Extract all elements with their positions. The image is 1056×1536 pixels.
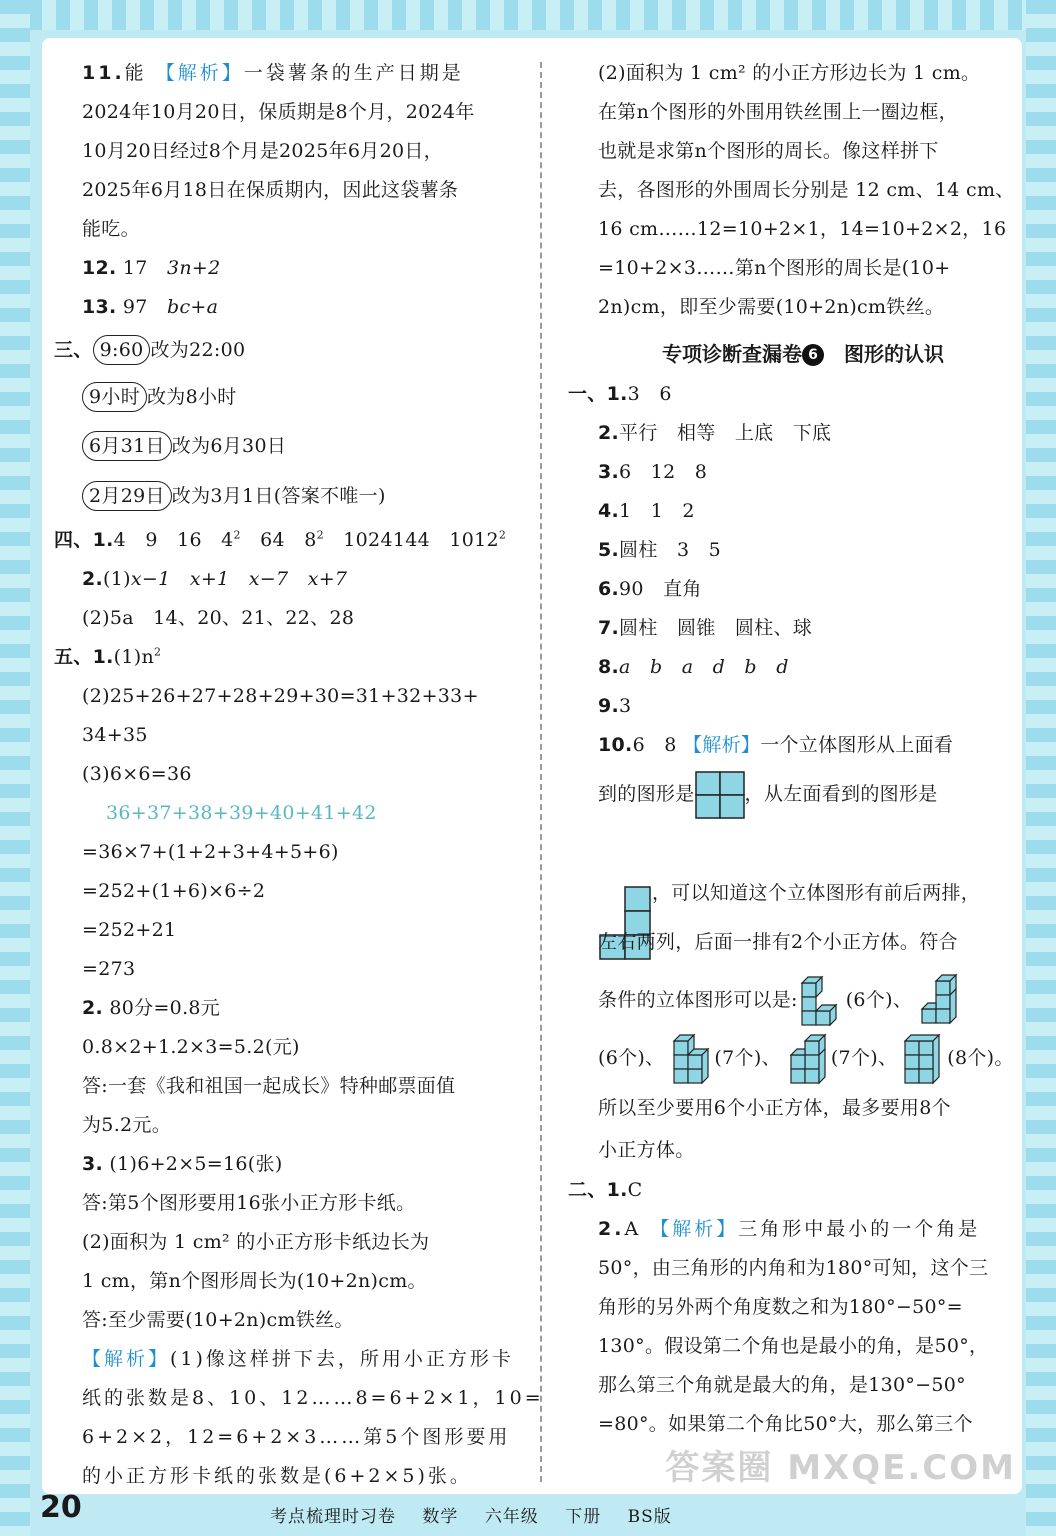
r-sec2-q2-line-3: 角形的另外两个角度数之和为180°−50°= [598, 1296, 963, 1318]
r-sec2-label: 二、 [568, 1179, 607, 1201]
sec5-q3-line-3: (2)面积为 1 cm² 的小正方形卡纸边长为 [82, 1231, 430, 1253]
q10-line-3 [598, 823, 1008, 913]
r-sec1-text-2: 平行 相等 上底 下底 [619, 422, 832, 444]
sec4-q1-v6: 8 [304, 529, 317, 551]
sec4-q1-v2: 9 [145, 529, 158, 551]
footer-edition: BS版 [627, 1507, 672, 1527]
r-sec1-item-4 [598, 492, 1008, 531]
q11-line-3: 10月20日经过8个月是2025年6月20日， [82, 140, 443, 162]
sec4-q1-v4: 4 [221, 529, 234, 551]
q10-text-6b: (7个)、 [714, 1047, 781, 1069]
sec5-q1-number: 1. [92, 646, 114, 668]
q13-answer-a: 97 [122, 296, 148, 318]
r-sec2-analysis-tag: 【解析】 [650, 1218, 739, 1240]
q10-line-4: 左右两列，后面一排有2个小正方体。符合 [598, 931, 958, 953]
q10-text-5b: (6个)、 [845, 989, 913, 1011]
cont-line-2: 在第n个图形的外围用铁丝围上一圈边框， [598, 101, 958, 123]
sec5-q3-line-2: 答:第5个图形要用16张小正方形卡纸。 [82, 1192, 416, 1214]
sec3-wrong-3: 6月31日 [82, 431, 172, 461]
r-sec2-q2-line-6: =80°。如果第二个角比50°大，那么第三个 [598, 1413, 973, 1435]
sec5-q1a-text: (1)n [113, 646, 155, 668]
sec5-q2-line-3: 答:一套《我和祖国一起成长》特种邮票面值 [82, 1075, 456, 1097]
q12-number: 12. [82, 257, 117, 279]
sec4-q2b [82, 599, 522, 638]
r-sec1-text-9: 3 [619, 695, 632, 717]
q10-line-8: 小正方体。 [598, 1139, 695, 1161]
analysis-line-1 [82, 1340, 522, 1379]
sec5-q1a-sup: 2 [154, 645, 162, 659]
footer-info [270, 1502, 692, 1527]
q10-line-5 [598, 971, 1008, 1029]
page-border-left [0, 0, 30, 1536]
footer-book: 考点梳理时习卷 [270, 1507, 396, 1527]
footer-grade: 六年级 [484, 1507, 539, 1527]
q11-line-5: 能吃。 [82, 218, 140, 240]
q13-answer-b: bc+a [167, 296, 219, 318]
sec4-q1-v7: 1024144 [343, 529, 430, 551]
solid-figure-1 [798, 973, 846, 1029]
q10-text-6a: (6个)、 [598, 1047, 665, 1069]
q10-text-2b: ，从左面看到的图形是 [744, 783, 938, 805]
sec5-q3-line-1 [82, 1145, 522, 1184]
q13-line [82, 288, 522, 327]
q10-line-2 [598, 765, 1008, 823]
q10-answer: 6 8 [632, 734, 677, 756]
sec4-q1-sup3: 2 [498, 528, 507, 542]
q10-text-2a: 到的图形是 [598, 783, 695, 805]
sec4-q1-v3: 16 [177, 529, 202, 551]
footer-volume: 下册 [565, 1507, 602, 1527]
sec4-q2a [82, 560, 522, 599]
sec3-item-1 [54, 327, 522, 373]
r-sec2-q2-answer: A [624, 1218, 642, 1240]
r-sec1-label: 一、 [568, 383, 607, 405]
r-sec1-item-8 [598, 648, 1008, 687]
r-sec1-item-2 [598, 414, 1008, 453]
sec5-analysis-tag: 【解析】 [82, 1348, 171, 1370]
column-divider [540, 62, 542, 1482]
q11-answer: 能 [124, 62, 147, 84]
footer-subject: 数学 [422, 1507, 459, 1527]
page-border-top [0, 0, 1056, 30]
r-sec1-item-6 [598, 570, 1008, 609]
page-border-right [1026, 0, 1056, 1536]
r-sec2-q2-line-5: 那么第三个角就是最大的角，是130°−50° [598, 1374, 966, 1396]
sec3-wrong-1: 9:60 [93, 335, 151, 365]
solid-figure-5 [897, 1031, 947, 1087]
sec5-q3-text-1: (1)6+2×5=16(张) [109, 1153, 283, 1175]
q11-text-1: 一袋薯条的生产日期是 [243, 62, 464, 84]
q10-text-3: ，可以知道这个立体图形有前后两排， [652, 882, 981, 904]
q10-text-1: 一个立体图形从上面看 [760, 734, 954, 756]
sec5-q1c: (3)6×6=36 [82, 763, 192, 785]
r-sec2-q1-number: 1. [606, 1179, 628, 1201]
r-sec1-num-1: 1. [606, 383, 628, 405]
sec4-q1-v8: 1012 [449, 529, 499, 551]
analysis-line-3: 6+2×2，12=6+2×3……第5个图形要用 [82, 1426, 511, 1448]
sec4-q1-sup1: 2 [233, 528, 241, 542]
sec4-q1-sup2: 2 [316, 528, 324, 542]
sec4-q2a-label: (1) [103, 568, 131, 590]
r-sec2-q2-line-2: 50°，由三角形的内角和为180°可知，这个三 [598, 1257, 989, 1279]
q10-text-5a: 条件的立体图形可以是: [598, 989, 798, 1011]
cont-line-3: 也就是求第n个图形的周长。像这样拼下 [598, 140, 939, 162]
sec4-q2a-v4: x+7 [307, 568, 348, 590]
cont-line-5: 16 cm……12=10+2×1，14=10+2×2，16 [598, 218, 1007, 240]
right-column [568, 54, 1015, 1444]
r-sec2-q1-answer: C [627, 1179, 643, 1201]
sec4-q1-v1: 4 [113, 529, 127, 551]
left-column [54, 54, 544, 1496]
sec4-q2-number: 2. [82, 568, 104, 590]
sec5-label: 五、 [54, 646, 93, 668]
sec3-fix-3: 改为6月30日 [171, 435, 287, 457]
sec3-label: 三、 [54, 339, 93, 361]
sec5-q1b-1: (2)25+26+27+28+29+30=31+32+33+ [82, 685, 479, 707]
solid-figure-3 [664, 1031, 714, 1087]
r-sec1-num-2: 2. [598, 422, 620, 444]
r-sec1-item-1 [568, 375, 1008, 414]
sec5-q2-number: 2. [82, 997, 104, 1019]
sec5-q3-line-4: 1 cm，第n个图形周长为(10+2n)cm。 [82, 1270, 427, 1292]
sec3-item-3 [54, 421, 522, 471]
r-sec1-num-7: 7. [598, 617, 620, 639]
q12-line [82, 249, 522, 288]
q10-analysis-tag: 【解析】 [682, 734, 761, 756]
r-sec1-num-9: 9. [598, 695, 620, 717]
r-sec1-text-1: 3 6 [627, 383, 672, 405]
calc-line-3: =252+(1+6)×6÷2 [82, 880, 266, 902]
analysis-line-2: 纸的张数是8、10、12……8=6+2×1，10= [82, 1387, 544, 1409]
sec4-q1-v5: 64 [260, 529, 285, 551]
sec4-q1-number: 1. [92, 529, 114, 551]
sec4-q2b-label: (2)5a [82, 607, 134, 629]
r-sec2-q2-line-4: 130°。假设第二个角也是最小的角，是50°， [598, 1335, 989, 1357]
sec5-q3-number: 3. [82, 1153, 104, 1175]
cont-line-1: (2)面积为 1 cm² 的小正方形边长为 1 cm。 [598, 62, 981, 84]
r-sec1-num-6: 6. [598, 578, 620, 600]
r-sec1-text-3: 6 12 8 [619, 461, 708, 483]
r-sec1-item-7 [598, 609, 1008, 648]
q11-line-2: 2024年10月20日，保质期是8个月，2024年 [82, 101, 475, 123]
top-view-figure [695, 771, 745, 819]
section-title-b: 图形的认识 [844, 342, 944, 366]
watermark: 答案圈 MXQE.COM [665, 1448, 1016, 1488]
calc-line-2: =36×7+(1+2+3+4+5+6) [82, 841, 339, 863]
sec3-wrong-4: 2月29日 [82, 481, 172, 511]
solid-figure-4 [781, 1031, 831, 1087]
r-sec2-text-1: 三角形中最小的一个角是 [738, 1218, 981, 1240]
sec3-item-4 [54, 471, 522, 521]
q10-text-6d: (8个)。 [947, 1047, 1014, 1069]
r-sec1-num-8: 8. [598, 656, 620, 678]
page-footer [0, 1488, 1056, 1536]
sec4-label: 四、 [54, 529, 93, 551]
r-sec2-q2-number: 2. [598, 1218, 625, 1240]
sec4-q2a-v3: x−7 [248, 568, 289, 590]
sec5-q2-line-4: 为5.2元。 [82, 1114, 172, 1136]
cont-line-4: 去，各图形的外围周长分别是 12 cm、14 cm、 [598, 179, 1015, 201]
q10-number: 10. [598, 734, 633, 756]
r-sec2-q2-line-1 [598, 1210, 1008, 1249]
sec5-analysis-text-1: (1)像这样拼下去，所用小正方形卡 [170, 1348, 514, 1370]
sec3-fix-1: 改为22:00 [150, 339, 246, 361]
q12-answer-a: 17 [122, 257, 148, 279]
sec5-q3-line-5: 答:至少需要(10+2n)cm铁丝。 [82, 1309, 354, 1331]
r-sec1-num-5: 5. [598, 539, 620, 561]
section-number: 6 [802, 344, 824, 366]
r-sec1-text-5: 圆柱 3 5 [619, 539, 722, 561]
sec5-q2-line-2: 0.8×2+1.2×3=5.2(元) [82, 1036, 300, 1058]
r-sec1-text-7: 圆柱 圆锥 圆柱、球 [619, 617, 813, 639]
section-title-a: 专项诊断查漏卷 [662, 342, 802, 366]
analysis-line-4: 的小正方形卡纸的张数是(6+2×5)张。 [82, 1465, 472, 1487]
r-sec1-text-4: 1 1 2 [619, 500, 695, 522]
sec5-q1b-2: 34+35 [82, 724, 148, 746]
page-number: 20 [40, 1490, 82, 1525]
q11-number: 11. [82, 62, 125, 84]
q12-answer-b: 3n+2 [167, 257, 221, 279]
sec3-fix-2: 改为8小时 [147, 386, 237, 408]
q11-line-4: 2025年6月18日在保质期内，因此这袋薯条 [82, 179, 459, 201]
cont-line-7: 2n)cm，即至少需要(10+2n)cm铁丝。 [598, 296, 945, 318]
sec5-q2-line-1 [82, 989, 522, 1028]
r-sec1-item-9 [598, 687, 1008, 726]
sec4-q2a-v1: x−1 [130, 568, 171, 590]
cont-line-6: =10+2×3……第n个图形的周长是(10+ [598, 257, 951, 279]
r-sec1-text-6: 90 直角 [619, 578, 702, 600]
r-sec1-num-3: 3. [598, 461, 620, 483]
calc-line-5: =273 [82, 958, 136, 980]
sec3-wrong-2: 9小时 [82, 382, 147, 412]
q11-analysis-tag: 【解析】 [155, 62, 244, 84]
q13-number: 13. [82, 296, 117, 318]
r-sec1-item-3 [598, 453, 1008, 492]
sec4-q1 [54, 521, 522, 560]
q11-line-1 [82, 54, 522, 93]
q10-line-7: 所以至少要用6个小正方体，最多要用8个 [598, 1097, 951, 1119]
sec5-q1a [54, 638, 522, 677]
sec3-item-2 [54, 373, 522, 421]
sec4-q2b-values: 14、20、21、22、28 [153, 607, 355, 629]
r-sec2-q1 [568, 1171, 1008, 1210]
r-sec1-num-4: 4. [598, 500, 620, 522]
sec5-q2-text-1: 80分=0.8元 [109, 997, 221, 1019]
calc-line-4: =252+21 [82, 919, 177, 941]
r-sec1-text-8: a b a d b d [619, 656, 789, 678]
calc-line-1: 36+37+38+39+40+41+42 [106, 802, 377, 824]
q10-text-6c: (7个)、 [830, 1047, 898, 1069]
section-title [598, 333, 1008, 375]
sec4-q2a-v2: x+1 [189, 568, 230, 590]
r-sec1-item-5 [598, 531, 1008, 570]
sec3-fix-4: 改为3月1日(答案不唯一) [171, 485, 386, 507]
q10-line-6 [598, 1029, 1014, 1087]
q10-line-1 [598, 726, 1008, 765]
solid-figure-2 [912, 973, 962, 1029]
